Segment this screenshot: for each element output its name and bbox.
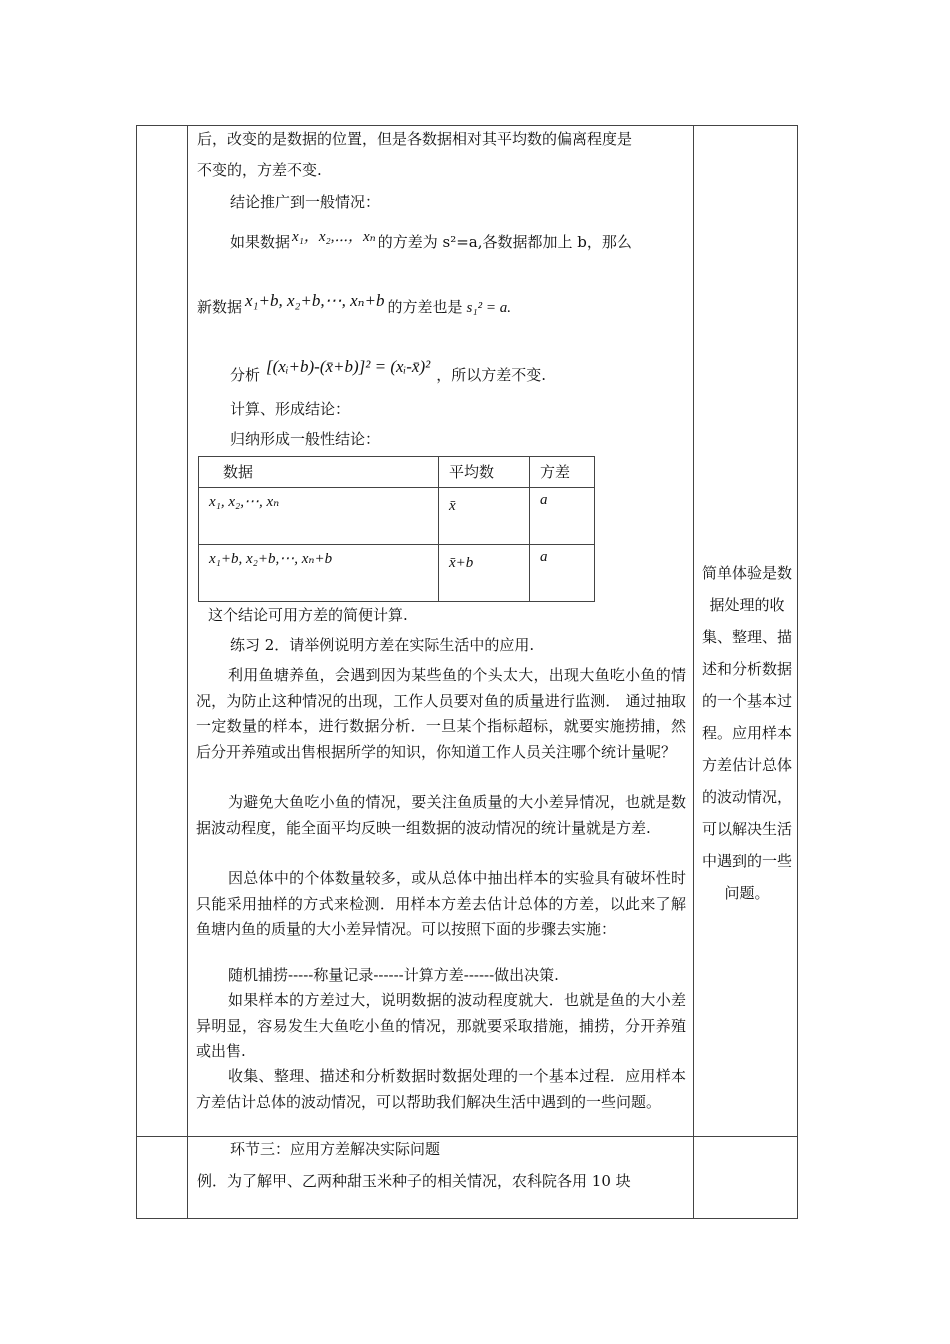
compute-title: 计算、形成结论：: [230, 400, 351, 418]
paragraph-large-variance: 如果样本的方差过大，说明数据的波动程度就大．也就是鱼的大小差异明显，容易发生大鱼吃小鱼的情况，那就要采取措施，捕捞，分开养殖或出售.: [196, 991, 686, 1060]
section3-example: 例．为了解甲、乙两种甜玉米种子的相关情况，农科院各用 10 块: [197, 1172, 631, 1190]
if-prefix: 如果数据: [230, 233, 291, 251]
analysis-suffix: ，所以方差不变.: [436, 366, 546, 384]
table-row: [199, 488, 595, 545]
section3-title: 环节三：应用方差解决实际问题: [230, 1140, 441, 1158]
induce-title: 归纳形成一般性结论：: [230, 430, 381, 448]
analysis-formula: [(xᵢ+b)-(x̄+b)]² = (xᵢ-x̄)²: [266, 357, 431, 376]
table-row: [199, 545, 595, 602]
row2-data: x₁+b, x₂+b,⋯, xₙ+b: [199, 545, 439, 602]
intro-line-2: 不变的，方差不变.: [197, 161, 322, 179]
paragraph-summary: 收集、整理、描述和分析数据时数据处理的一个基本过程．应用样本方差估计总体的波动情况，可以帮助我们解决生活中遇到的一些问题。: [196, 1067, 686, 1111]
row2-variance: a: [530, 545, 595, 602]
column-divider-left: [187, 125, 188, 1219]
row1-variance: a: [530, 488, 595, 545]
table-header-row: [199, 457, 595, 488]
row1-mean: x̄: [439, 488, 530, 545]
paragraph-sampling: 因总体中的个体数量较多，或从总体中抽出样本的实验具有破坏性时只能采用抽样的方式来检测．用样本方差去估计总体的方差，以此来了解鱼塘内鱼的质量的大小差异情况。可以按照下面的步骤去实施：: [196, 869, 686, 938]
new-vars: x₁+b, x₂+b,⋯, xₙ+b: [245, 291, 385, 310]
side-note: 简单体验是数据处理的收集、整理、描述和分析数据的一个基本过程。应用样本方差估计总体的波动情况，可以解决生活中遇到的一些问题。: [701, 564, 792, 902]
header-variance: 方差: [530, 457, 595, 488]
if-data-line: [230, 231, 632, 254]
row1-data: x₁, x₂,⋯, xₙ: [199, 488, 439, 545]
paragraph-variance-reason: 为避免大鱼吃小鱼的情况，要关注鱼质量的大小差异情况，也就是数据波动程度，能全面平均反映一组数据的波动情况的统计量就是方差.: [196, 793, 686, 837]
analysis-line: [230, 357, 546, 386]
analysis-prefix: 分析: [230, 366, 261, 384]
header-mean: 平均数: [439, 457, 530, 488]
new-result: s₁² = a.: [466, 300, 511, 316]
new-data-line: [197, 291, 511, 319]
row2-mean: x̄+b: [439, 545, 530, 602]
if-suffix: 的方差为 s²=a,各数据都加上 b，那么: [377, 233, 632, 251]
new-suffix: 的方差也是: [387, 298, 463, 316]
intro-line-1: 后，改变的是数据的位置，但是各数据相对其平均数的偏离程度是: [197, 130, 633, 148]
row-divider: [136, 1136, 798, 1137]
new-prefix: 新数据: [197, 298, 243, 316]
generalize-title: 结论推广到一般情况：: [230, 193, 381, 211]
header-data: 数据: [199, 457, 439, 488]
variance-summary-table: [198, 456, 595, 602]
if-vars: x₁，x₂,⋯，xₙ: [292, 229, 376, 245]
exercise-2: 练习 2．请举例说明方差在实际生活中的应用.: [230, 636, 535, 654]
paragraph-steps: 随机捕捞-----称量记录------计算方差------做出决策.: [228, 966, 559, 984]
table-note: 这个结论可用方差的简便计算.: [208, 606, 408, 624]
column-divider-right: [693, 125, 694, 1219]
paragraph-fish-monitoring: 利用鱼塘养鱼，会遇到因为某些鱼的个头太大，出现大鱼吃小鱼的情况，为防止这种情况的出现，工作人员要对鱼的质量进行监测． 通过抽取一定数量的样本，进行数据分析．一旦某个指标超标，就要实施捞捕，然后分开养殖或出售根据所学的知识，你知道工作人员关注哪个统计量呢？: [196, 666, 686, 761]
